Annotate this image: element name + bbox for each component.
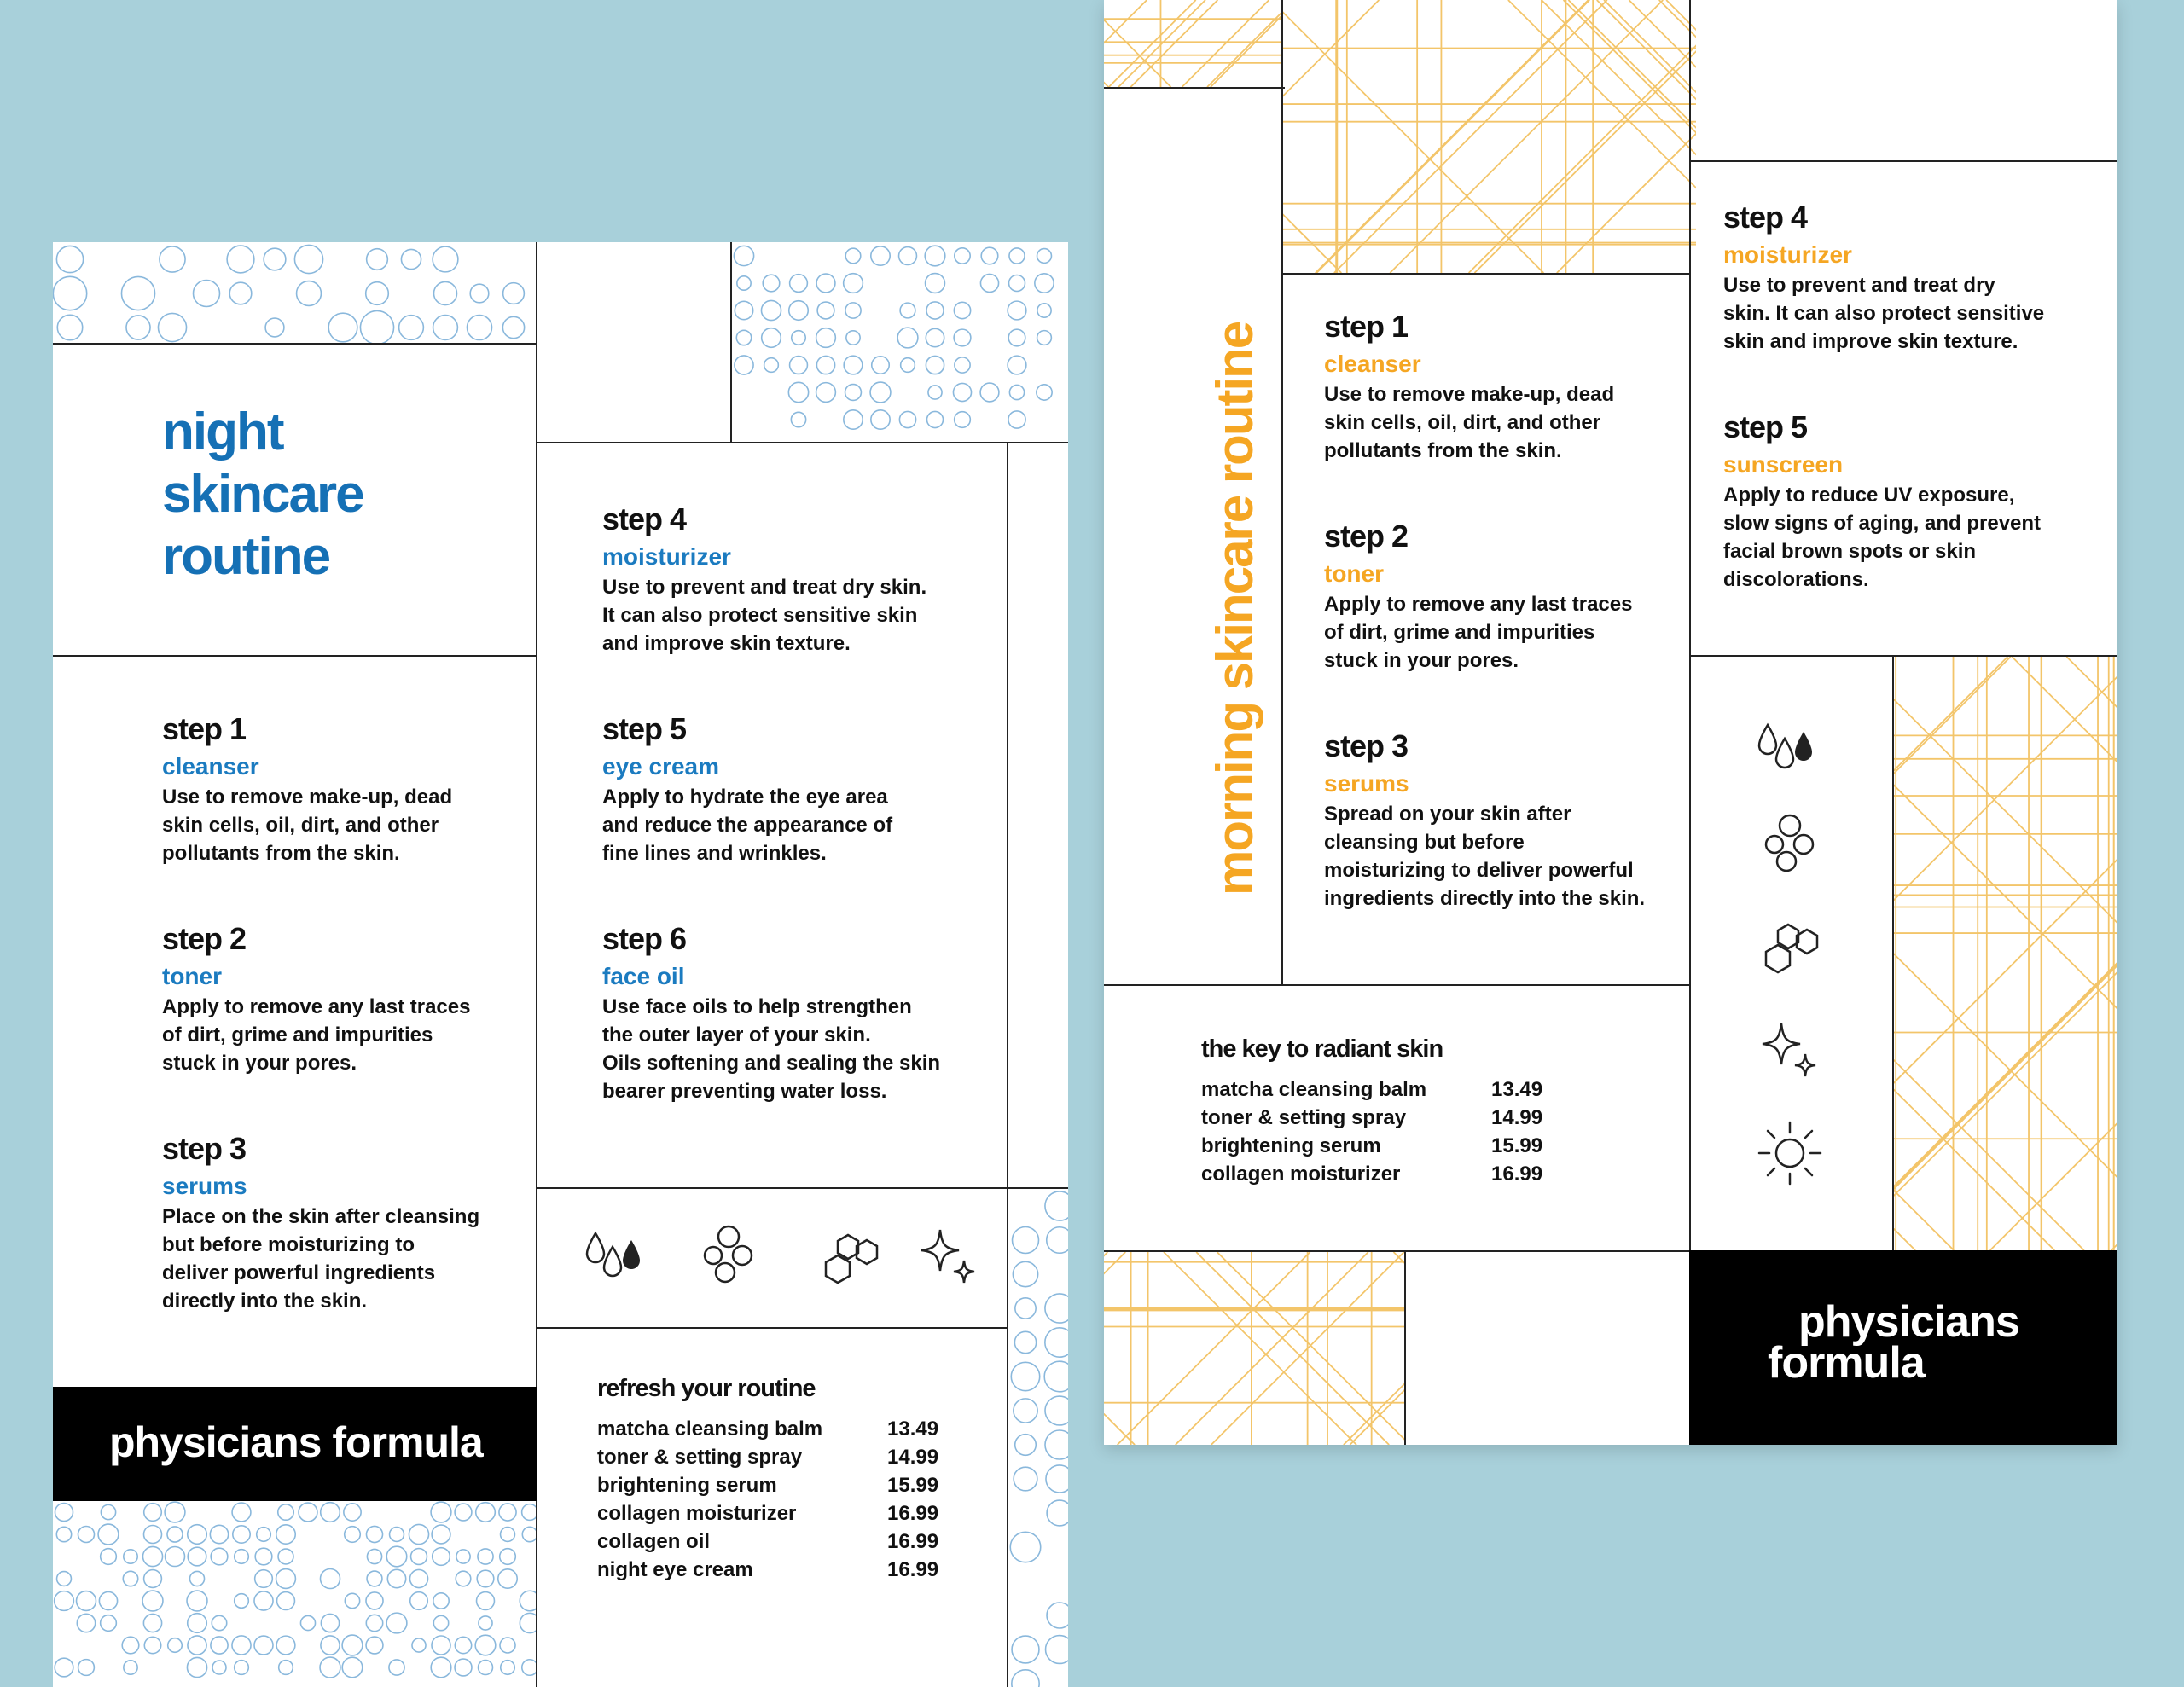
menu-row — [597, 1499, 990, 1528]
sparkle-icon — [1756, 1017, 1824, 1085]
night-title — [162, 401, 363, 588]
night-step-3 — [162, 1131, 479, 1315]
title-line-2: skincare — [162, 465, 363, 524]
menu-row — [597, 1415, 990, 1443]
sun-icon — [1754, 1117, 1826, 1189]
night-product-menu — [597, 1375, 990, 1584]
night-step-4 — [602, 501, 926, 658]
step-name: cleanser — [1324, 351, 1421, 377]
sparkle-icon — [915, 1223, 983, 1291]
step-number: step 3 — [1324, 728, 1409, 763]
line-pattern-bottom-left — [1104, 1252, 1406, 1445]
menu-item-name: brightening serum — [597, 1474, 777, 1497]
step-description: Apply to remove any last traces of dirt, grime and impurities stuck in your pores. — [162, 995, 471, 1075]
morning-step-4 — [1723, 200, 2044, 356]
step-description: Use to prevent and treat dry skin. It can also protect sensitive skin and improve skin texture. — [602, 576, 927, 655]
menu-row — [1201, 1104, 1645, 1132]
droplets-icon — [1754, 713, 1822, 785]
menu-item-name: matcha cleansing balm — [597, 1417, 823, 1441]
step-description: Apply to reduce UV exposure, slow signs of aging, and prevent facial brown spots or skin discolorations. — [1723, 484, 2042, 591]
night-step-5 — [602, 711, 892, 867]
brand-name — [1768, 1297, 2019, 1388]
morning-step-3 — [1324, 728, 1645, 913]
step-number: step 6 — [602, 921, 687, 956]
morning-step-1 — [1324, 309, 1614, 465]
line-pattern-top-center — [1283, 0, 1696, 273]
line-pattern-top-left — [1104, 0, 1281, 87]
step-description: Use to prevent and treat dry skin. It can also protect sensitive skin and improve skin texture. — [1723, 274, 2045, 353]
brand-block — [53, 1387, 537, 1501]
menu-row — [597, 1443, 990, 1471]
step-number: step 4 — [602, 501, 687, 536]
circle-pattern-top-left — [53, 242, 536, 343]
morning-step-2 — [1324, 519, 1632, 675]
step-name: cleanser — [162, 753, 259, 780]
line-pattern-right — [1894, 657, 2117, 1250]
step-number: step 3 — [162, 1131, 247, 1166]
menu-row — [1201, 1160, 1645, 1188]
step-name: eye cream — [602, 753, 720, 780]
menu-item-price: 13.49 — [887, 1417, 939, 1441]
menu-item-price: 14.99 — [887, 1446, 939, 1469]
step-number: step 5 — [602, 711, 687, 746]
night-step-1 — [162, 711, 452, 867]
step-description: Apply to remove any last traces of dirt, grime and impurities stuck in your pores. — [1324, 593, 1633, 672]
step-description: Use to remove make-up, dead skin cells, oil, dirt, and other pollutants from the skin. — [162, 786, 453, 865]
step-description: Place on the skin after cleansing but before moisturizing to deliver powerful ingredients directly into the skin. — [162, 1205, 480, 1313]
morning-routine-sheet — [1104, 0, 2117, 1445]
step-description: Spread on your skin after cleansing but before moisturizing to deliver powerful ingredients directly into the skin. — [1324, 803, 1646, 910]
menu-item-price: 15.99 — [887, 1474, 939, 1497]
menu-item-price: 13.49 — [1491, 1078, 1543, 1101]
hexagons-icon — [812, 1223, 889, 1295]
step-name: face oil — [602, 963, 685, 989]
step-name: sunscreen — [1723, 451, 1844, 478]
night-step-2 — [162, 921, 470, 1077]
step-name: moisturizer — [1723, 241, 1852, 268]
brand-name: physicians formula — [109, 1418, 483, 1466]
bubbles-icon — [694, 1223, 763, 1291]
step-number: step 2 — [162, 921, 247, 956]
menu-row — [1201, 1132, 1645, 1160]
circle-pattern-right-strip — [1008, 1189, 1068, 1687]
menu-item-price: 16.99 — [887, 1502, 939, 1525]
circle-pattern-bottom-left — [53, 1501, 536, 1687]
menu-heading: refresh your routine — [597, 1375, 816, 1402]
menu-item-name: collagen oil — [597, 1530, 711, 1553]
step-description: Use to remove make-up, dead skin cells, oil, dirt, and other pollutants from the skin. — [1324, 383, 1615, 462]
droplets-icon — [582, 1221, 650, 1293]
title-line-3: routine — [162, 527, 330, 586]
menu-item-price: 16.99 — [887, 1558, 939, 1581]
morning-product-menu — [1201, 1035, 1645, 1188]
morning-step-5 — [1723, 409, 2041, 594]
menu-heading: the key to radiant skin — [1201, 1035, 1443, 1063]
menu-item-name: night eye cream — [597, 1558, 753, 1581]
menu-row — [1201, 1075, 1645, 1104]
menu-item-name: collagen moisturizer — [597, 1502, 797, 1525]
menu-item-price: 16.99 — [1491, 1162, 1543, 1186]
step-number: step 2 — [1324, 519, 1409, 554]
step-number: step 5 — [1723, 409, 1808, 444]
circle-pattern-top-right — [730, 242, 1068, 443]
menu-item-price: 14.99 — [1491, 1106, 1543, 1129]
step-number: step 4 — [1723, 200, 1808, 235]
step-description: Apply to hydrate the eye area and reduce the appearance of fine lines and wrinkles. — [602, 786, 893, 865]
menu-row — [597, 1556, 990, 1584]
menu-item-name: toner & setting spray — [597, 1446, 803, 1469]
menu-item-price: 16.99 — [887, 1530, 939, 1553]
bubbles-icon — [1756, 812, 1824, 880]
step-name: moisturizer — [602, 543, 731, 570]
hexagons-icon — [1752, 913, 1829, 984]
morning-title: morning skincare routine — [1206, 322, 1263, 896]
title-line-1: night — [162, 403, 283, 461]
night-routine-sheet — [53, 242, 1068, 1687]
brand-line-2: formula — [1768, 1338, 1925, 1388]
step-description: Use face oils to help strengthen the outer layer of your skin. Oils softening and sealing the skin bearer preventing water loss. — [602, 995, 941, 1103]
menu-row — [597, 1471, 990, 1499]
menu-row — [597, 1528, 990, 1556]
step-number: step 1 — [1324, 309, 1409, 344]
menu-item-name: collagen moisturizer — [1201, 1162, 1401, 1186]
step-name: toner — [1324, 560, 1384, 587]
brand-line-1: physicians — [1798, 1297, 2019, 1347]
menu-item-name: matcha cleansing balm — [1201, 1078, 1427, 1101]
step-name: toner — [162, 963, 222, 989]
brand-block — [1689, 1250, 2117, 1445]
menu-item-name: toner & setting spray — [1201, 1106, 1407, 1129]
step-name: serums — [1324, 770, 1409, 797]
menu-item-price: 15.99 — [1491, 1134, 1543, 1157]
step-name: serums — [162, 1173, 247, 1199]
night-step-6 — [602, 921, 940, 1105]
step-number: step 1 — [162, 711, 247, 746]
menu-item-name: brightening serum — [1201, 1134, 1381, 1157]
